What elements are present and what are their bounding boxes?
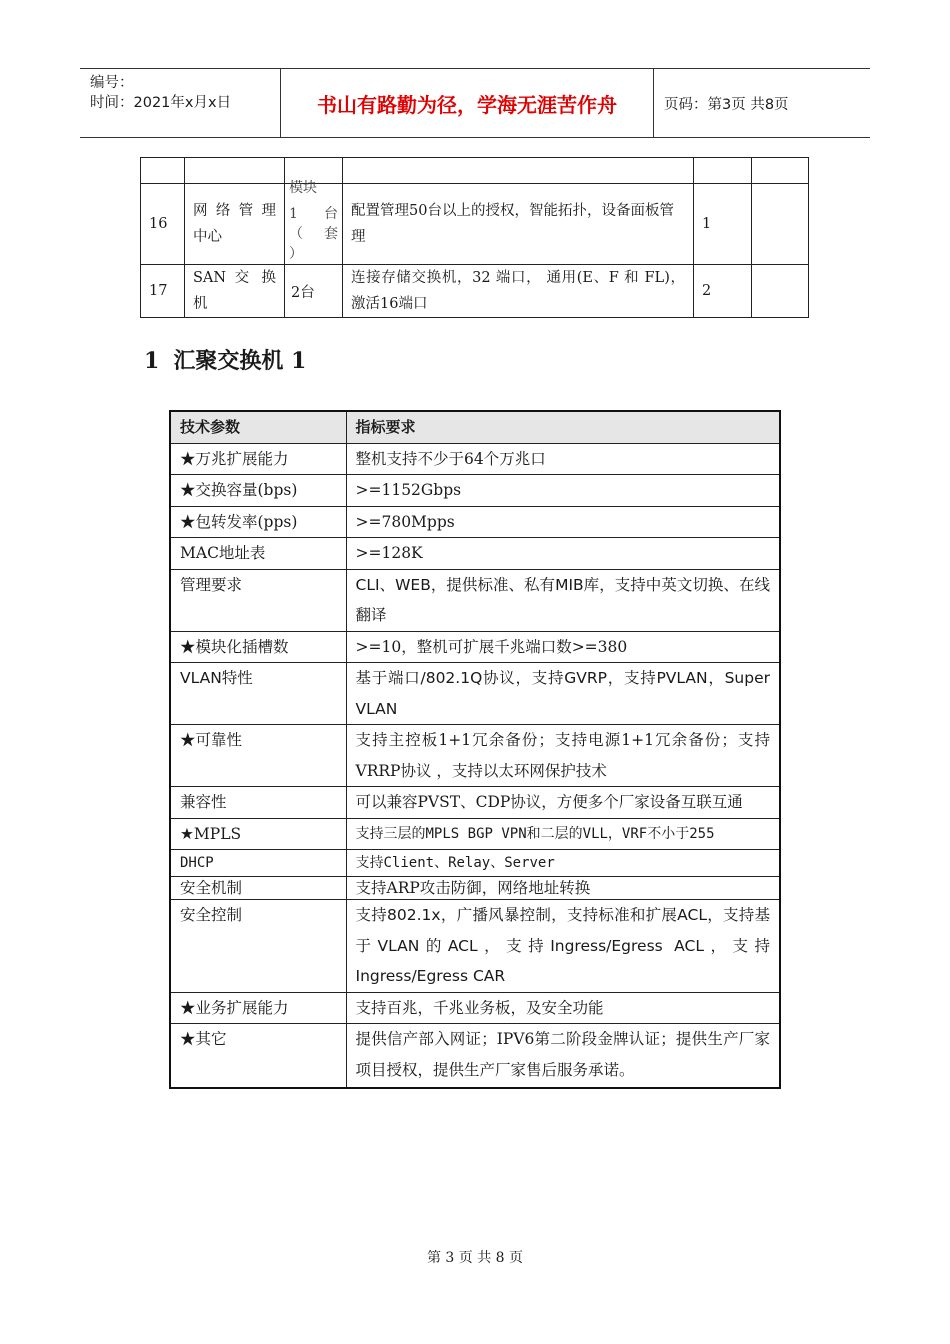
row-remark xyxy=(752,265,809,318)
spec-table-header xyxy=(170,411,780,443)
header-motto: 书山有路勤为径，学海无涯苦作舟 xyxy=(281,69,654,137)
table-row xyxy=(170,569,780,631)
number-label: 编号： xyxy=(90,75,134,91)
req-cell: 提供信产部入网证；IPV6第二阶段金牌认证；提供生产厂家项目授权，提供生产厂家售后服务承诺。 xyxy=(346,1024,780,1089)
row-name: SAN 交 换 机 xyxy=(185,265,285,318)
param-cell: VLAN特性 xyxy=(170,663,346,725)
table-row xyxy=(170,663,780,725)
table-row-empty xyxy=(141,158,809,184)
table-row xyxy=(170,1024,780,1089)
table-row xyxy=(141,265,809,318)
row-unit: 2台 xyxy=(285,265,343,318)
row-no: 16 xyxy=(141,184,185,265)
table-row xyxy=(170,992,780,1024)
req-cell: 支持802.1x，广播风暴控制，支持标准和扩展ACL，支持基于VLAN的ACL，支持Ingress/Egress ACL，支持Ingress/Egress CAR xyxy=(346,900,780,993)
param-cell: ★可靠性 xyxy=(170,725,346,787)
table-row xyxy=(170,725,780,787)
page-footer: 第 3 页 共 8 页 xyxy=(426,1250,524,1266)
req-cell: >=780Mpps xyxy=(346,506,780,538)
req-cell: 整机支持不少于64个万兆口 xyxy=(346,443,780,475)
row-qty: 2 xyxy=(694,265,752,318)
row-desc: 配置管理50台以上的授权，智能拓扑，设备面板管理 xyxy=(343,184,694,265)
param-cell: ★MPLS xyxy=(170,818,346,850)
param-cell: ★其它 xyxy=(170,1024,346,1089)
param-cell: ★业务扩展能力 xyxy=(170,992,346,1024)
row-name: 网 络 管 理 中心 xyxy=(185,184,285,265)
table-row xyxy=(170,900,780,993)
table-row xyxy=(170,850,780,877)
table-row xyxy=(170,787,780,819)
header-req: 指标要求 xyxy=(346,411,780,443)
req-cell: 支持百兆，千兆业务板，及安全功能 xyxy=(346,992,780,1024)
req-cell: CLI、WEB，提供标准、私有MIB库，支持中英文切换、在线翻译 xyxy=(346,569,780,631)
param-cell: ★交换容量(bps) xyxy=(170,475,346,507)
section-title: 汇聚交换机 1 xyxy=(173,348,307,374)
table-row xyxy=(170,538,780,570)
param-cell: ★模块化插槽数 xyxy=(170,631,346,663)
section-number: 1 xyxy=(144,348,160,374)
header-page-label: 页码：第3页 共8页 xyxy=(664,96,789,113)
table-row xyxy=(170,443,780,475)
req-cell: 可以兼容PVST、CDP协议，方便多个厂家设备互联互通 xyxy=(346,787,780,819)
header-param: 技术参数 xyxy=(170,411,346,443)
section-heading xyxy=(144,344,320,375)
table-row xyxy=(170,631,780,663)
table-row xyxy=(141,184,809,265)
table-row xyxy=(170,818,780,850)
continuation-table xyxy=(140,157,809,318)
table-row xyxy=(170,877,780,900)
param-cell: 安全机制 xyxy=(170,877,346,900)
req-cell: >=1152Gbps xyxy=(346,475,780,507)
row-remark xyxy=(752,184,809,265)
req-cell: 支持主控板1+1冗余备份；支持电源1+1冗余备份；支持VRRP协议 ，支持以太环网保护技术 xyxy=(346,725,780,787)
param-cell: ★包转发率(pps) xyxy=(170,506,346,538)
time-label: 时间：2021年x月x日 xyxy=(90,95,232,111)
param-cell: 兼容性 xyxy=(170,787,346,819)
param-cell: 安全控制 xyxy=(170,900,346,993)
req-cell: >=128K xyxy=(346,538,780,570)
param-cell: MAC地址表 xyxy=(170,538,346,570)
header-meta xyxy=(80,69,281,137)
req-cell: 基于端口/802.1Q协议，支持GVRP，支持PVLAN，Super VLAN xyxy=(346,663,780,725)
req-cell: 支持三层的MPLS BGP VPN和二层的VLL，VRF不小于255 xyxy=(346,818,780,850)
row-no: 17 xyxy=(141,265,185,318)
table-row xyxy=(170,475,780,507)
req-cell: >=10，整机可扩展千兆端口数>=380 xyxy=(346,631,780,663)
page-header xyxy=(80,68,870,138)
param-cell: DHCP xyxy=(170,850,346,877)
row-desc: 连接存储交换机，32 端口， 通用(E、F 和 FL)，激活16端口 xyxy=(343,265,694,318)
param-cell: 管理要求 xyxy=(170,569,346,631)
spec-table xyxy=(169,410,781,1089)
table-row xyxy=(170,506,780,538)
row-unit: 模块 1 台 （ 套 ） xyxy=(285,184,343,265)
req-cell: 支持Client、Relay、Server xyxy=(346,850,780,877)
req-cell: 支持ARP攻击防御，网络地址转换 xyxy=(346,877,780,900)
param-cell: ★万兆扩展能力 xyxy=(170,443,346,475)
row-qty: 1 xyxy=(694,184,752,265)
